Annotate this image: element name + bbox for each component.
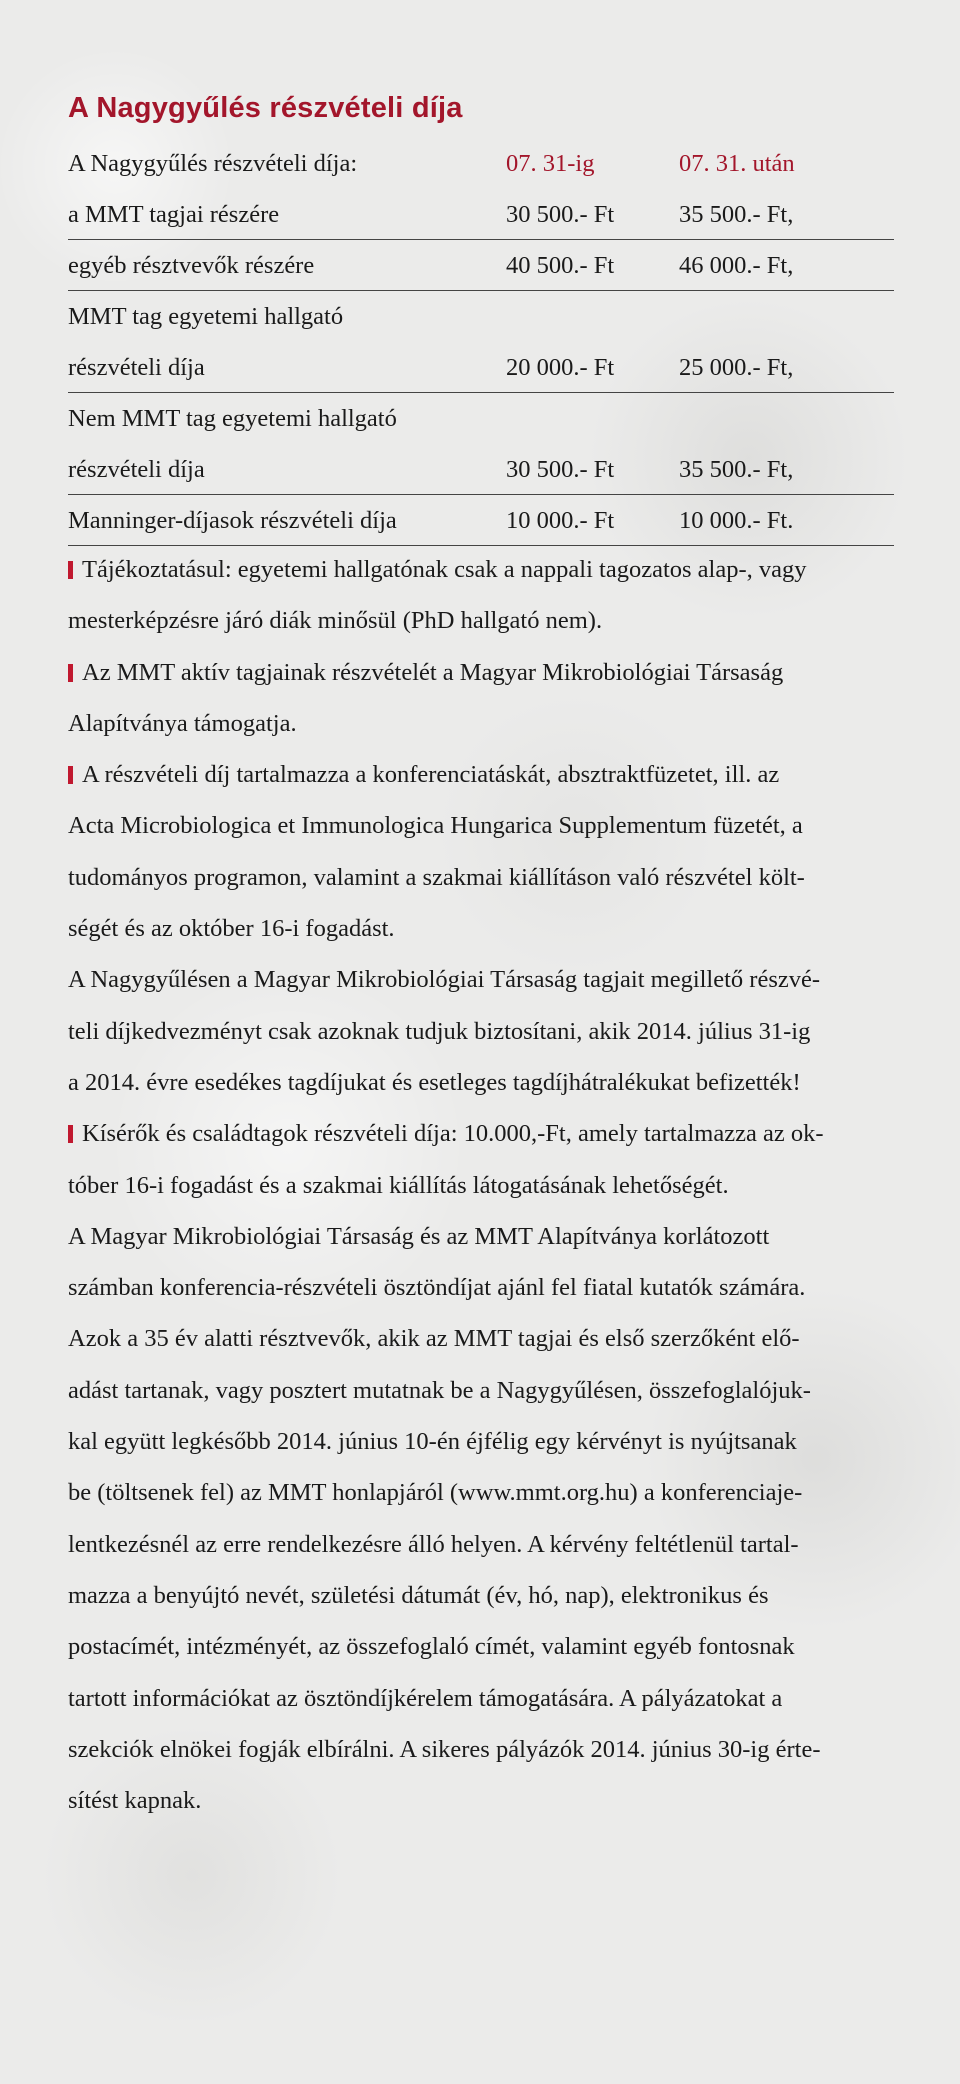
text-line: [68, 544, 894, 595]
text-line: postacímét, intézményét, az összefoglaló címét, valamint egyéb fontosnak: [68, 1633, 795, 1661]
fee-row-before: 10 000.- Ft: [506, 507, 615, 534]
bullet-marker: [68, 766, 73, 784]
fee-row-after: 35 500.- Ft,: [679, 456, 794, 483]
text-line: be (töltsenek fel) az MMT honlapjáról (www.mmt.org.hu) a konferenciaje-: [68, 1479, 803, 1507]
bullet-marker: [68, 664, 73, 682]
text-line: Alapítványa támogatja.: [68, 709, 297, 737]
fee-row-after: 25 000.- Ft,: [679, 354, 794, 381]
text-line: sítést kapnak.: [68, 1787, 202, 1815]
fee-table-header: [68, 138, 894, 189]
fee-row-label: Manninger-díjasok részvételi díja: [68, 507, 397, 534]
text-line: [68, 647, 894, 698]
text-line: a 2014. évre esedékes tagdíjukat és esetleges tagdíjhátralékukat befizették!: [68, 1068, 801, 1096]
text-line: tudományos programon, valamint a szakmai kiállításon való részvétel költ-: [68, 863, 805, 891]
note-student-definition: [68, 544, 894, 647]
fee-row-after: 35 500.- Ft,: [679, 201, 794, 228]
text-line: mazza a benyújtó nevét, születési dátumát (év, hó, nap), elektronikus és: [68, 1581, 769, 1609]
text-line: tartott információkat az ösztöndíjkérelem támogatására. A pályázatokat a: [68, 1684, 783, 1712]
text-line: számban konferencia-részvételi ösztöndíjat ajánl fel fiatal kutatók számára.: [68, 1274, 806, 1302]
fee-row-before: 40 500.- Ft: [506, 252, 615, 279]
note-membership-discount: [68, 954, 894, 1108]
text-line-content: Tájékoztatásul: egyetemi hallgatónak csak a nappali tagozatos alap-, vagy: [82, 556, 807, 583]
text-line: tóber 16-i fogadást és a szakmai kiállítás látogatásának lehetőségét.: [68, 1171, 729, 1199]
section-heading: A Nagygyűlés részvételi díja: [68, 92, 463, 124]
fee-row-student-member-prelabel: [68, 291, 894, 342]
fee-table: [68, 138, 894, 546]
text-line: [68, 1108, 894, 1159]
note-scholarship: [68, 1211, 894, 1827]
bullet-marker: [68, 1125, 73, 1143]
header-label: A Nagygyűlés részvételi díja:: [68, 150, 358, 177]
text-line: A Nagygyűlésen a Magyar Mikrobiológiai Társaság tagjait megillető részvé-: [68, 966, 821, 994]
notes-text-block: [68, 544, 894, 1826]
text-line: kal együtt legkésőbb 2014. június 10-én éjfélig egy kérvényt is nyújtsanak: [68, 1428, 797, 1456]
text-line: mesterképzésre járó diák minősül (PhD hallgató nem).: [68, 607, 603, 635]
fee-row-prelabel: Nem MMT tag egyetemi hallgató: [68, 405, 397, 432]
text-line: Acta Microbiologica et Immunologica Hungarica Supplementum füzetét, a: [68, 812, 803, 840]
fee-row-after: 10 000.- Ft.: [679, 507, 794, 534]
fee-row-others: [68, 240, 894, 291]
fee-row-members: [68, 189, 894, 240]
text-line: A Magyar Mikrobiológiai Társaság és az MMT Alapítványa korlátozott: [68, 1222, 770, 1250]
bullet-marker: [68, 561, 73, 579]
text-line: Azok a 35 év alatti résztvevők, akik az MMT tagjai és első szerzőként elő-: [68, 1325, 800, 1353]
text-line: [68, 749, 894, 800]
text-line-content: Kísérők és családtagok részvételi díja: 10.000,-Ft, amely tartalmazza az ok-: [82, 1120, 824, 1148]
fee-row-label: részvételi díja: [68, 456, 205, 483]
fee-row-before: 20 000.- Ft: [506, 354, 615, 381]
fee-row-before: 30 500.- Ft: [506, 201, 615, 228]
fee-row-student-nonmember-prelabel: [68, 393, 894, 444]
fee-row-label: egyéb résztvevők részére: [68, 252, 315, 279]
fee-row-prelabel: MMT tag egyetemi hallgató: [68, 303, 344, 330]
text-line-content: Az MMT aktív tagjainak részvételét a Magyar Mikrobiológiai Társaság: [82, 658, 784, 686]
header-deadline-after: 07. 31. után: [679, 150, 795, 177]
fee-row-label: részvételi díja: [68, 354, 205, 381]
fee-row-before: 30 500.- Ft: [506, 456, 615, 483]
fee-row-student-member: [68, 342, 894, 393]
text-line: lentkezésnél az erre rendelkezésre álló helyen. A kérvény feltétlenül tartal-: [68, 1530, 799, 1558]
note-fee-includes: [68, 749, 894, 954]
text-line: adást tartanak, vagy posztert mutatnak be a Nagygyűlésen, összefoglalójuk-: [68, 1376, 811, 1404]
fee-row-label: a MMT tagjai részére: [68, 201, 280, 228]
fee-row-after: 46 000.- Ft,: [679, 252, 794, 279]
text-line: szekciók elnökei fogják elbírálni. A sikeres pályázók 2014. június 30-ig érte-: [68, 1735, 821, 1763]
note-active-members: [68, 647, 894, 750]
text-line-content: A részvételi díj tartalmazza a konferenciatáskát, absztraktfüzetet, ill. az: [82, 761, 780, 789]
header-deadline-before: 07. 31-ig: [506, 150, 595, 177]
note-companions: [68, 1108, 894, 1211]
text-line: teli díjkedvezményt csak azoknak tudjuk biztosítani, akik 2014. július 31-ig: [68, 1017, 811, 1045]
fee-row-manninger: [68, 495, 894, 546]
text-line: ségét és az október 16-i fogadást.: [68, 915, 395, 943]
fee-row-student-nonmember: [68, 444, 894, 495]
